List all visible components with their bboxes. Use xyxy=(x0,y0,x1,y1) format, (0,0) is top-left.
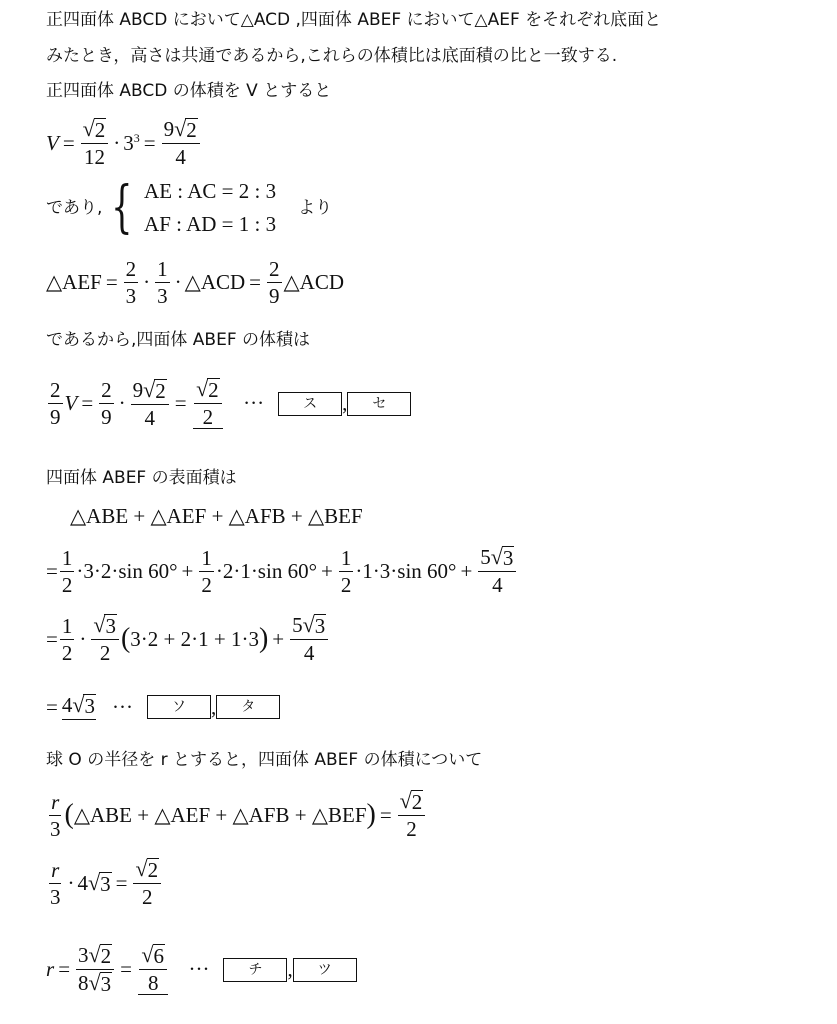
answer-box-tsu: ツ xyxy=(293,958,357,982)
sphere-equation-2: $\frac{r}{3}$ · 4 √ 3 = √ 2 2 xyxy=(46,858,163,908)
text-deari: であり, xyxy=(46,197,103,218)
text-line-2: みたとき，高さは共通であるから,これらの体積比は底面積の比と一致する. xyxy=(46,46,618,66)
text-line-6: 四面体 ABEF の表面積は xyxy=(46,468,237,488)
answer-box-su: ス xyxy=(278,392,342,416)
surface-result: = 4 √ 3 ··· ソ , タ xyxy=(46,694,280,720)
answer-box-so: ソ xyxy=(147,695,211,719)
abef-volume-equation: $\frac{2}{9}$ V = $\frac{2}{9}$ · 9 √ 2 4 = √ 2 2 ··· ス , セ xyxy=(46,378,411,429)
volume-equation: V = √ 2 12 · $3^3$ = 9 √ 2 4 xyxy=(46,118,202,168)
surface-sum: △ABE + △AEF + △AFB + △BEF xyxy=(70,504,363,528)
radius-result: r = 3 √ 2 8 √ 3 = √ 6 8 ··· チ , ツ xyxy=(46,944,357,995)
text-yori: より xyxy=(298,197,333,218)
answer-box-se: セ xyxy=(347,392,411,416)
text-line-3: 正四面体 ABCD の体積を V とすると xyxy=(46,81,332,101)
area-ratio-equation: △AEF = $\frac{2}{3}$ · $\frac{1}{3}$ · △ACD = $\frac{2}{9}$ △ACD xyxy=(46,257,345,309)
text-line-5: であるから,四面体 ABEF の体積は xyxy=(46,330,311,350)
answer-box-chi: チ xyxy=(223,958,287,982)
answer-box-ta: タ xyxy=(216,695,280,719)
text-line-7: 球 O の半径を r とすると，四面体 ABEF の体積について xyxy=(46,750,483,770)
surface-expansion-2: = $\frac{1}{2}$ · √ 3 2 ( 3·2 + 2·1 + 1·3 ) + 5 √ 3 4 xyxy=(46,614,330,664)
sphere-equation-1: $\frac{r}{3}$ ( △ABE + △AEF + △AFB + △BEF ) = √ 2 2 xyxy=(46,790,427,840)
ratio-system: であり, { AE : AC = 2 : 3 AF : AD = 1 : 3 より xyxy=(46,175,333,240)
surface-expansion-1: = $\frac{1}{2}$ ·3·2·sin 60° + $\frac{1}{2}$ ·2·1·sin 60° + $\frac{1}{2}$ ·1·3·sin 60° + 5 √ 3 4 xyxy=(46,546,518,596)
text-line-1: 正四面体 ABCD において△ACD ,四面体 ABEF において△AEF をそれぞれ底面と xyxy=(46,10,662,30)
